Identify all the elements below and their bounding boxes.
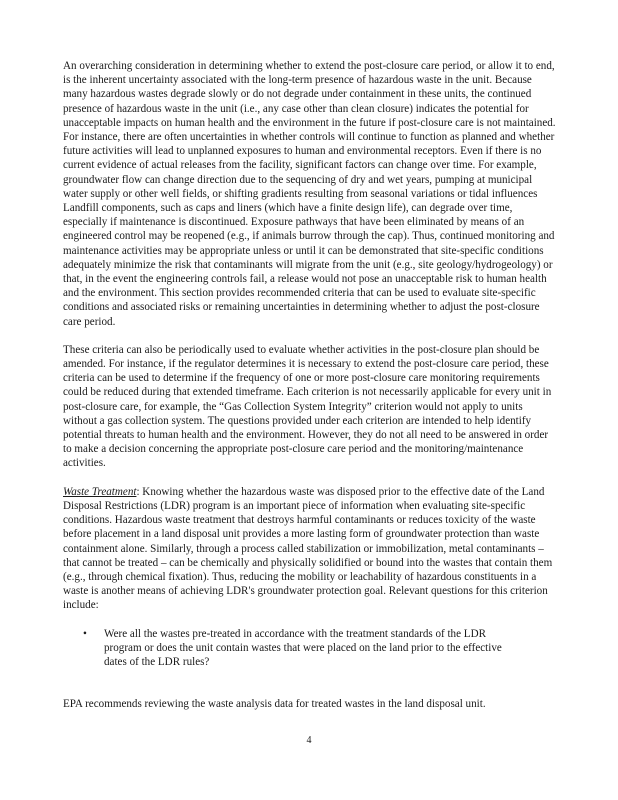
page-number: 4: [306, 735, 312, 746]
waste-treatment-heading: Waste Treatment: [63, 485, 137, 498]
paragraph-waste-treatment: [63, 485, 558, 613]
paragraph-closing: EPA recommends reviewing the waste analysis data for treated wastes in the land disposal unit.: [63, 698, 486, 711]
bullet-text: Were all the wastes pre-treated in accordance with the treatment standards of the LDR program or does the unit contain wastes that were placed on the land prior to the effective dates of the LDR rules?: [104, 627, 502, 668]
bullet-icon: •: [83, 627, 87, 640]
list-item: [83, 627, 509, 670]
waste-treatment-body: : Knowing whether the hazardous waste was disposed prior to the effective date of the Land Disposal Restrictions (LDR) program is an important piece of information when evaluating site-specific conditions. Hazardous waste treatment that destroys harmful contaminants or reduces toxicity of the waste before placement in a land disposal unit provides a more lasting form of groundwater protection than waste containment alone. Similarly, through a process called stabilization or immobilization, metal contaminants – that cannot be treated – can be chemically and physically solidified or bound into the wastes that contain them (e.g., through chemical fixation). Thus, reducing the mobility or leachability of hazardous constituents in a waste is another means of achieving LDR's groundwater protection goal. Relevant questions for this criterion include:: [63, 485, 553, 612]
question-list: [63, 627, 558, 670]
paragraph-uncertainty: An overarching consideration in determining whether to extend the post-closure care period, or allow it to end, is the inherent uncertainty associated with the long-term presence of hazardous waste in the unit. Because many hazardous wastes degrade slowly or do not degrade under containment in these units, the continued presence of hazardous waste in the unit (i.e., any case other than clean closure) indicates the potential for unacceptable impacts on human health and the environment in the future if post-closure care is not maintained. For instance, there are often uncertainties in whether controls will continue to function as planned and whether future activities will lead to unplanned exposures to human and environmental receptors. Even if there is no current evidence of actual releases from the facility, significant factors can change over time. For example, groundwater flow can change direction due to the sequencing of dry and wet years, pumping at municipal water supply or other well fields, or shifting gradients resulting from seasonal variations or tidal influences Landfill components, such as caps and liners (which have a finite design life), can degrade over time, especially if maintenance is discontinued. Exposure pathways that have been eliminated by means of an engineered control may be reopened (e.g., if animals burrow through the cap). Thus, continued monitoring and maintenance activities may be appropriate unless or until it can be demonstrated that site-specific conditions adequately minimize the risk that contaminants will migrate from the unit (e.g., site geology/hydrogeology) or that, in the event the engineering controls fail, a release would not pose an unacceptable risk to human health and the environment. This section provides recommended criteria that can be used to evaluate site-specific conditions and associated risks or remaining uncertainties in determining whether to adjust the post-closure care period.: [63, 60, 556, 328]
paragraph-criteria-use: These criteria can also be periodically used to evaluate whether activities in the post-closure plan should be amended. For instance, if the regulator determines it is necessary to extend the post-closure care period, these criteria can be used to determine if the frequency of one or more post-closure care monitoring requirements could be reduced during that extended timeframe. Each criterion is not necessarily applicable for every unit in post-closure care, for example, the “Gas Collection System Integrity” criterion would not apply to units without a gas collection system. The questions provided under each criterion are intended to help identify potential threats to human health and the environment. However, they do not all need to be answered in order to make a decision concerning the appropriate post-closure care period and the monitoring/maintenance activities.: [63, 343, 552, 470]
